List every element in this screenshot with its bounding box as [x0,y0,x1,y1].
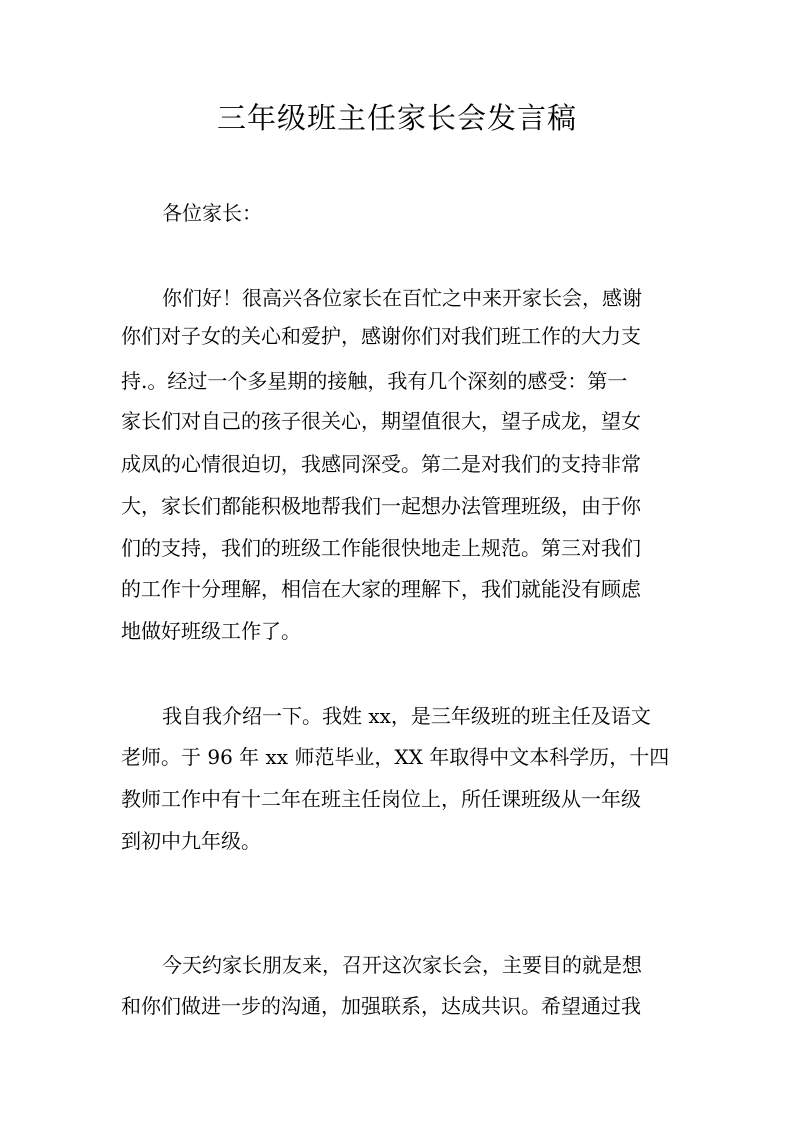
paragraph-1-line: 你们好！很高兴各位家长在百忙之中来开家长会，感谢 [162,286,642,310]
paragraph-3-line: 今天约家长朋友来，召开这次家长会，主要目的就是想 [162,953,642,977]
paragraph-1-line: 你们对子女的关心和爱护，感谢你们对我们班工作的大力支 [121,324,641,348]
paragraph-1-line: 家长们对自己的孩子很关心，期望值很大，望子成龙，望女 [121,409,641,433]
paragraph-1-line: 地做好班级工作了。 [121,619,301,643]
paragraph-2-line: 教师工作中有十二年在班主任岗位上，所任课班级从一年级 [121,787,641,811]
paragraph-1-line: 的工作十分理解，相信在大家的理解下，我们就能没有顾虑 [121,577,641,601]
salutation: 各位家长： [162,201,262,225]
paragraph-1-line: 成凤的心情很迫切，我感同深受。第二是对我们的支持非常 [121,452,641,476]
paragraph-2-line: 我自我介绍一下。我姓 xx，是三年级班的班主任及语文 [162,704,651,728]
paragraph-1-line: 们的支持，我们的班级工作能很快地走上规范。第三对我们 [121,536,641,560]
document-title: 三年级班主任家长会发言稿 [216,101,577,135]
paragraph-2-line: 到初中九年级。 [121,829,261,853]
paragraph-1-line: 持.。经过一个多星期的接触，我有几个深刻的感受：第一 [121,369,628,393]
paragraph-2-line: 老师。于 96 年 xx 师范毕业，XX 年取得中文本科学历，十四 [121,745,670,769]
paragraph-3-line: 和你们做进一步的沟通，加强联系，达成共识。希望通过我 [121,994,641,1018]
paragraph-1-line: 大，家长们都能积极地帮我们一起想办法管理班级，由于你 [121,494,641,518]
